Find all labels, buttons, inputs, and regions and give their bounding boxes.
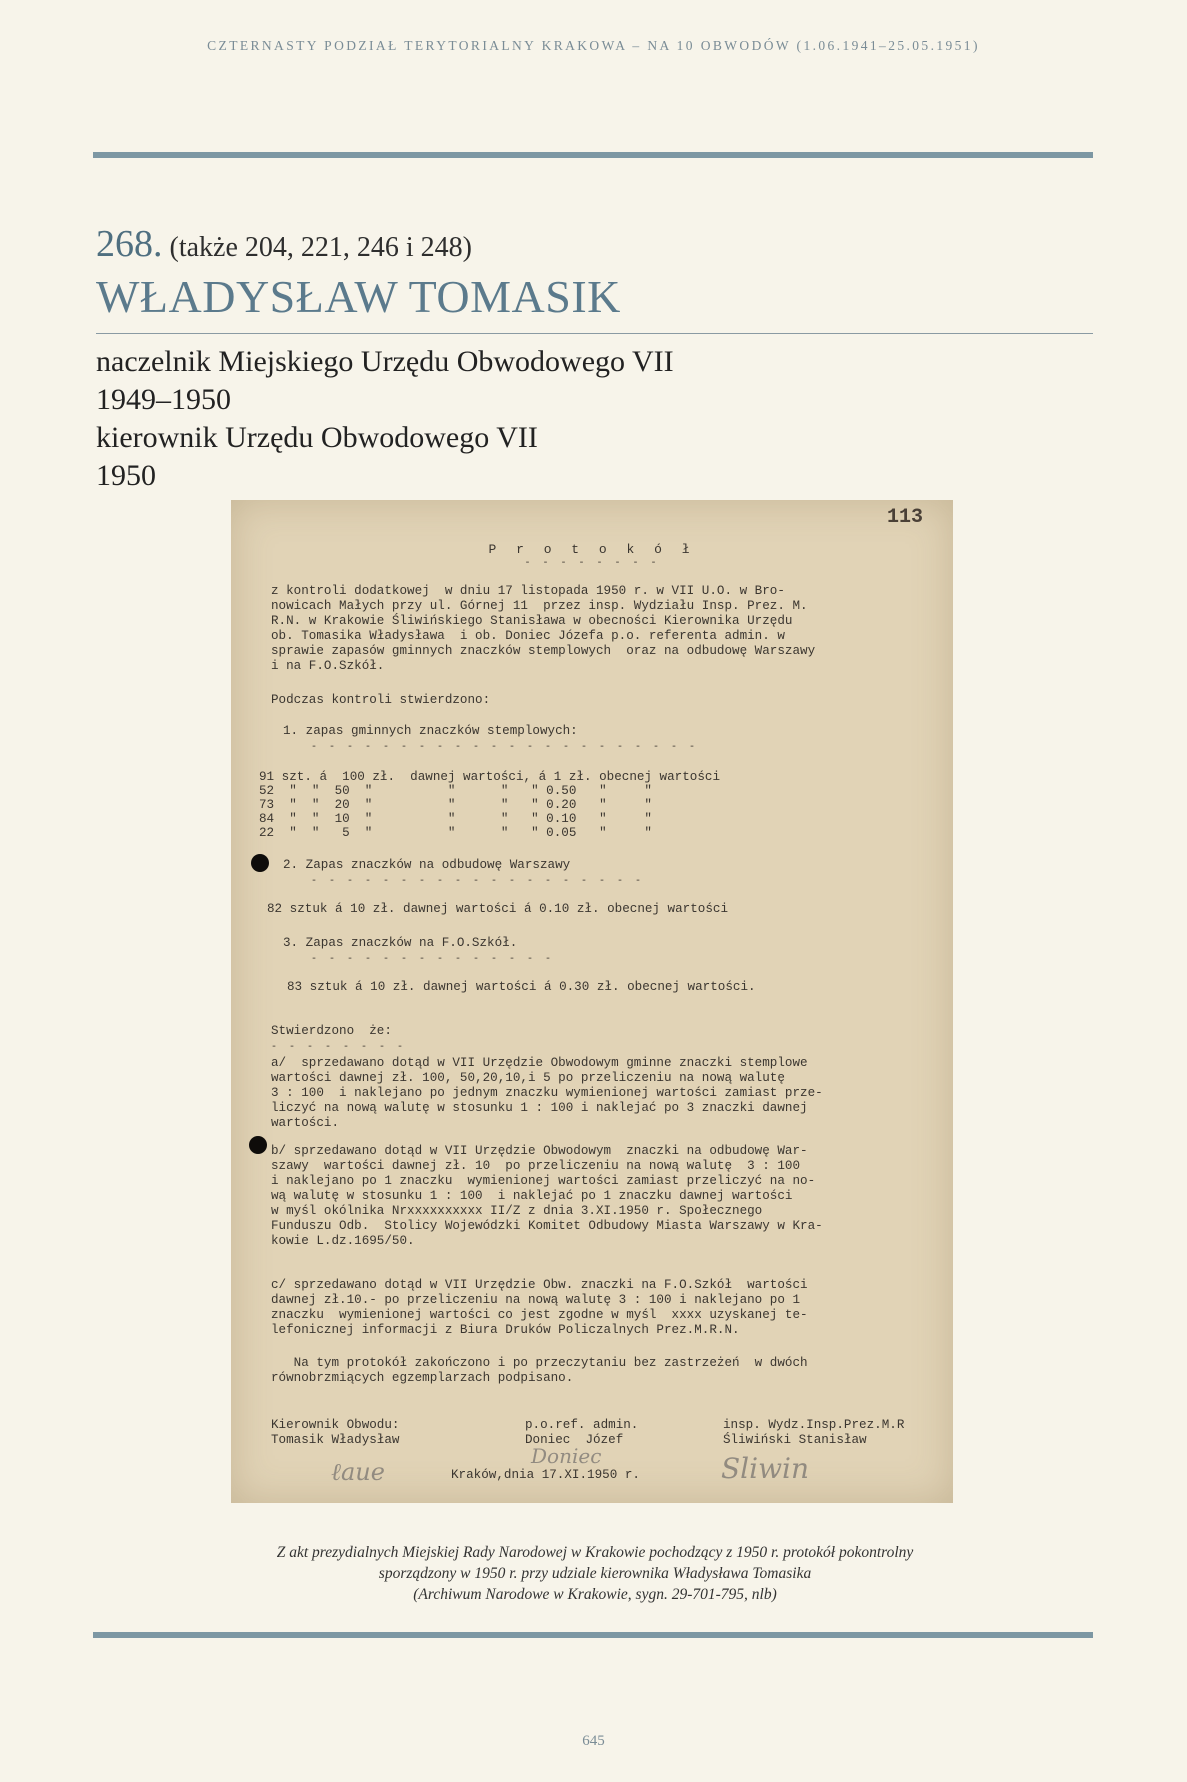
intro-line: R.N. w Krakowie Śliwińskiego Stanisława w obecności Kierownika Urzędu (271, 614, 793, 628)
stamp-row: 84 " " 10 " " " " 0.10 " " (259, 812, 652, 826)
punch-hole (249, 1136, 267, 1154)
caption-line: Z akt prezydialnych Miejskiej Rady Narodowej w Krakowie pochodzący z 1950 r. protokół pokontrolny (276, 1544, 914, 1561)
item-2-detail: 82 sztuk á 10 zł. dawnej wartości á 0.10 zł. obecnej wartości (267, 902, 729, 916)
paragraph-a-line: wartości dawnej zł. 100, 50,20,10,i 5 po przeliczeniu na nową walutę (271, 1071, 785, 1085)
found-header: Podczas kontroli stwierdzono: (271, 693, 491, 707)
figure-caption (180, 1542, 1010, 1605)
intro-line: ob. Tomasika Władysława i ob. Doniec Józefa p.o. referenta admin. w (271, 629, 785, 643)
entry-cross-reference: (także 204, 221, 246 i 248) (169, 232, 472, 263)
top-rule (93, 152, 1093, 158)
paragraph-a-line: a/ sprzedawano dotąd w VII Urzędzie Obwodowym gminne znaczki stemplowe (271, 1056, 808, 1070)
intro-line: nowicach Małych przy ul. Górnej 11 przez insp. Wydziału Insp. Prez. M. (271, 599, 808, 613)
paragraph-b-line: b/ sprzedawano dotąd w VII Urzędzie Obwodowym znaczki na odbudowę War- (271, 1144, 808, 1158)
paragraph-c-line: dawnej zł.10.- po przeliczeniu na nową walutę 3 : 100 i naklejano po 1 (271, 1293, 801, 1307)
roles-list (96, 343, 674, 495)
role-line: 1950 (96, 459, 156, 492)
bottom-rule (93, 1632, 1093, 1638)
paragraph-b-line: i naklejano po 1 znaczku wymienionej wartości zamiast przeliczyć na no- (271, 1174, 816, 1188)
scanned-protocol-document (231, 500, 953, 1503)
role-line: kierownik Urzędu Obwodowego VII (96, 421, 538, 454)
stamp-row: 22 " " 5 " " " " 0.05 " " (259, 826, 652, 840)
stamp-row: 91 szt. á 100 zł. dawnej wartości, á 1 zł. obecnej wartości (259, 770, 721, 784)
document-title: P r o t o k ó ł (488, 542, 696, 557)
entry-number: 268. (96, 223, 163, 265)
handwritten-signature-tomasik: ℓ𝑎𝑢𝑒 (331, 1458, 385, 1486)
found-2-header: Stwierdzono że: (271, 1024, 392, 1038)
paragraph-c-line: c/ sprzedawano dotąd w VII Urzędzie Obw. znaczki na F.O.Szkół wartości (271, 1278, 808, 1292)
signature-middle-name: Doniec Józef (525, 1433, 624, 1447)
paragraph-a-line: 3 : 100 i naklejano po jednym znaczku wymienionej wartości zamiast prze- (271, 1086, 823, 1100)
handwritten-signature-sliwinski: 𝑆𝑙𝑖𝑤𝑖𝑛 (721, 1452, 810, 1485)
paragraph-b-line: wą walutę w stosunku 1 : 100 i naklejać po 1 znaczku dawnej wartości (271, 1189, 793, 1203)
closing-line: równobrzmiących egzemplarzach podpisano. (271, 1371, 574, 1385)
intro-line: sprawie zapasów gminnych znaczków stemplowych oraz na odbudowę Warszawy (271, 644, 816, 658)
signature-left-name: Tomasik Władysław (271, 1433, 400, 1447)
handwritten-signature-doniec: 𝐷𝑜𝑛𝑖𝑒𝑐 (531, 1444, 602, 1468)
punch-hole (251, 854, 269, 872)
heading-divider (96, 333, 1093, 334)
signature-middle-title: p.o.ref. admin. (525, 1418, 639, 1432)
paragraph-c-line: znaczku wymienionej wartości co jest zgodne w myśl xxxx uzyskanej te- (271, 1308, 808, 1322)
role-line: 1949–1950 (96, 383, 231, 416)
closing-line: Na tym protokół zakończono i po przeczytaniu bez zastrzeżeń w dwóch (271, 1356, 808, 1370)
paragraph-b-line: Funduszu Odb. Stolicy Wojewódzki Komitet Odbudowy Miasta Warszawy w Kra- (271, 1219, 823, 1233)
signature-right-title: insp. Wydz.Insp.Prez.M.R (723, 1418, 905, 1432)
paragraph-a-line: liczyć na nową walutę w stosunku 1 : 100 i naklejać po 3 znaczki dawnej (271, 1101, 808, 1115)
page-folio: 645 (582, 1733, 605, 1749)
item-1-heading: 1. zapas gminnych znaczków stemplowych: (283, 724, 578, 738)
entry-heading (96, 222, 472, 266)
paragraph-a-line: wartości. (271, 1116, 340, 1130)
item-3-detail: 83 sztuk á 10 zł. dawnej wartości á 0.30 zł. obecnej wartości. (287, 980, 756, 994)
item-2-heading: 2. Zapas znaczków na odbudowę Warszawy (283, 858, 571, 872)
paragraph-b-line: w myśl okólnika Nrxxxxxxxxxx II/Z z dnia 3.XI.1950 r. Społecznego (271, 1204, 763, 1218)
role-line: naczelnik Miejskiego Urzędu Obwodowego VII (96, 345, 674, 378)
document-title-underline: - - - - - - - - (524, 558, 660, 569)
found-2-underline: - - - - - - - - (271, 1042, 407, 1053)
caption-line: sporządzony w 1950 r. przy udziale kierownika Władysława Tomasika (378, 1565, 812, 1582)
paragraph-c-line: lefonicznej informacji z Biura Druków Policzalnych Prez.M.R.N. (271, 1323, 740, 1337)
stamp-row: 52 " " 50 " " " " 0.50 " " (259, 784, 652, 798)
paragraph-b-line: kowie L.dz.1695/50. (271, 1234, 415, 1248)
item-3-heading: 3. Zapas znaczków na F.O.Szkół. (283, 936, 518, 950)
signature-left-title: Kierownik Obwodu: (271, 1418, 400, 1432)
intro-line: z kontroli dodatkowej w dniu 17 listopada 1950 r. w VII U.O. w Bro- (271, 584, 785, 598)
archive-page-number: 113 (886, 506, 923, 529)
stamp-row: 73 " " 20 " " " " 0.20 " " (259, 798, 652, 812)
entry-person-name: WŁADYSŁAW TOMASIK (96, 271, 621, 322)
caption-line: (Archiwum Narodowe w Krakowie, sygn. 29-701-795, nlb) (413, 1586, 777, 1603)
item-2-underline: - - - - - - - - - - - - - - - - - - - (311, 876, 645, 887)
paragraph-b-line: szawy wartości dawnej zł. 10 po przeliczeniu na nową walutę 3 : 100 (271, 1159, 801, 1173)
item-3-underline: - - - - - - - - - - - - - - (311, 954, 555, 965)
signature-right-name: Śliwiński Stanisław (723, 1433, 867, 1447)
place-and-date: Kraków,dnia 17.XI.1950 r. (451, 1468, 640, 1482)
intro-line: i na F.O.Szkół. (271, 659, 385, 673)
item-1-underline: - - - - - - - - - - - - - - - - - - - - - - (311, 742, 699, 753)
running-head: CZTERNASTY PODZIAŁ TERYTORIALNY KRAKOWA – NA 10 OBWODÓW (1.06.1941–25.05.1951) (207, 38, 980, 53)
